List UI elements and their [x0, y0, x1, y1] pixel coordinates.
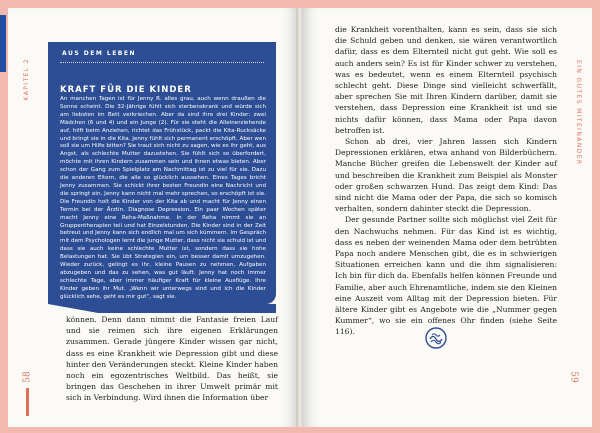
- info-box-text: An manchen Tagen ist für Jenny R. alles grau, auch wenn draußen die Sonne scheint. Die 32-Jährige fühlt sich sterbenskrank und würde sich am liebsten im Bett verkriechen. Aber da sind ihre drei Kinder: zwei Mädchen (6 und 4) und ein Junge (2). Für sie steht die Alleinerziehende auf, hilft beim Anziehen, richtet das Frühstück, packt die Kita-Rucksäcke und bringt sie in die Kita. Jenny fühlt sich permanent erschöpft. Aber wen soll sie um Hilfe bitten? Sie traut sich nicht zu sagen, wie es ihr geht, aus Angst, als schlechte Mutter dazustehen. Sie fühlt sich so überfordert, möchte mit ihren Kindern zusammen sein und ihnen etwas bieten. Aber schon der Gang zum Spielplatz am Nachmittag ist zu viel für sie. Dazu die anderen Eltern, die alle so glücklich aussehen. Eines Tages bricht Jenny zusammen. Sie schickt ihrer besten Freundin eine Nachricht und die springt ein. Jenny kann nicht mal mehr sprechen, so erschöpft ist sie. Die Freundin holt die Kinder von der Kita ab und macht für Jenny einen Termin bei der Ärztin. Diagnose Depression. Ein paar Wochen später macht Jenny eine Reha-Maßnahme. In der Reha nimmt sie an Gruppentherapien teil und hat Einzelstunden. Die Kinder sind in der Zeit betreut und Jenny kann sich endlich mal um sich kümmern. Im Gespräch mit dem Psychologen lernt die junge Mutter, dass nicht sie schuld ist und dass sie auch keine schlechte Mutter ist, sondern dass sie hohe Belastungen hat. Sie übt Strategien ein, um besser damit umzugehen. Wieder zurück, gelingt es ihr, kleine Pausen zu nehmen, Aufgaben abzugeben und das zu sehen, was gut läuft. Jenny hat noch immer schlechte Tage, aber immer häufiger Kraft für kleine Ausflüge. Ihre Kinder geben ihr Mut. „Wenn wir unterwegs sind und ich die Kinder glücklich sehe, geht es mir gut“, sagt sie.: [60, 96, 266, 300]
- book-edge-marker: [0, 15, 6, 72]
- chapter-label: KAPITEL 2: [23, 58, 30, 101]
- swirl-logo-icon: [424, 326, 448, 350]
- left-body-text: können. Denn dann nimmt die Fantasie freien Lauf und sie reimen sich ihre eigenen Erklärungen zusammen. Gerade jüngere Kinder wissen gar nicht, dass es eine Krankheit wie Depression gibt und diese hinter den Veränderungen steckt. Kleine Kinder haben noch ein egozentrisches Weltbild. Das heißt, sie bringen das Geschehen in ihrer Umwelt primär mit sich in Verbindung. Wird ihnen die Information über: [66, 315, 278, 403]
- right-page: [302, 8, 592, 427]
- info-box-label: AUS DEM LEBEN: [62, 50, 136, 57]
- page-corner-mark: [26, 388, 29, 416]
- page-number-left: 58: [22, 371, 33, 383]
- info-box: [48, 42, 276, 304]
- left-page: [8, 8, 298, 427]
- paragraph: die Krankheit vorenthalten, kann es sein, dass sie sich die Schuld geben und denken, sie wären verantwortlich dafür, dass es dem Elternteil nicht gut geht. Wie soll es auch anders sein? Es ist für Kinder schwer zu verstehen, was es bedeutet, wenn es einem Elternteil psychisch schlecht geht. Diese Dinge sind vielleicht schwerfällt, aber sprechen Sie mit Ihren Kindern darüber, damit sie verstehen, dass Depression eine Krankheit ist und sie nichts dafür können, dass Mama oder Papa davon betroffen ist.: [335, 25, 557, 135]
- right-body-text: [335, 24, 557, 338]
- section-label: EIN GUTES MITEINANDER: [575, 60, 582, 166]
- page-number-right: 59: [568, 371, 579, 383]
- info-box-title: KRAFT FÜR DIE KINDER: [60, 85, 192, 95]
- info-box-divider: [60, 62, 264, 63]
- paragraph: Der gesunde Partner sollte sich möglichst viel Zeit für den Nachwuchs nehmen. Für das Kind ist es wichtig, dass es neben der weinenden Mama oder dem betrübten Papa noch andere Menschen gibt, die es in schwierigen Situationen erreichen kann und die ihm signalisieren: Ich bin für dich da. Ebenfalls helfen können Freunde und Familie, aber auch Ehrenamtliche, indem sie den Kleinen eine Auszeit vom Alltag mit der Depression bieten. Für ältere Kinder gibt es Angebote wie die „Nummer gegen Kummer“, wo sie ein offenes Ohr finden (siehe Seite 116).: [335, 215, 557, 337]
- paragraph: Schon ab drei, vier Jahren lassen sich Kindern Depressionen erklären, etwa anhand von Bilderbüchern. Manche Bücher greifen die Lebenswelt der Kinder auf und beschreiben die Krankheit zum Beispiel als Monster oder großen schwarzen Hund. Das zeigt dem Kind: Das sind nicht die Mama oder der Papa, die sich so komisch verhalten, sondern dahinter steckt die Depression.: [335, 137, 557, 214]
- info-box-tab: [48, 304, 276, 313]
